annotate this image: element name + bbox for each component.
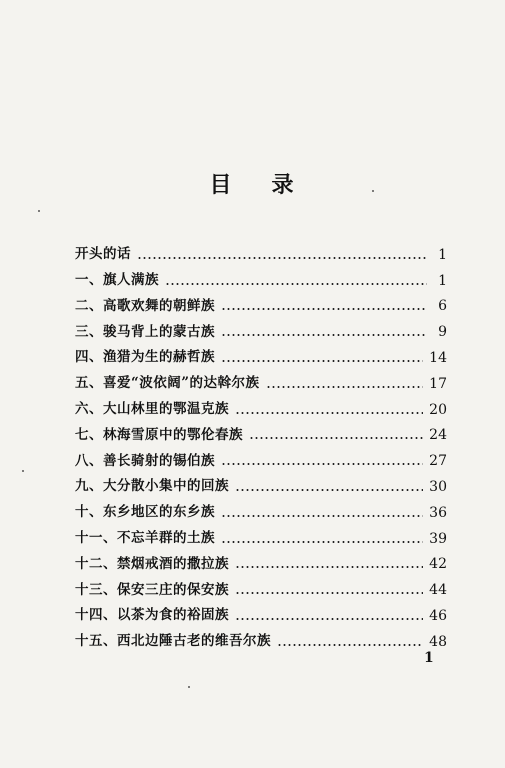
scan-speck bbox=[188, 686, 190, 688]
toc-entry bbox=[75, 417, 447, 443]
toc-entry-title: 二、高歌欢舞的朝鲜族 bbox=[75, 297, 215, 314]
dot-leader bbox=[277, 644, 423, 646]
dot-leader bbox=[249, 437, 423, 439]
toc-entry-page: 39 bbox=[429, 530, 447, 547]
dot-leader bbox=[221, 360, 423, 362]
toc-entry bbox=[75, 365, 447, 391]
page-title bbox=[0, 168, 505, 199]
toc-entry-title: 七、林海雪原中的鄂伦春族 bbox=[75, 426, 243, 443]
dot-leader bbox=[221, 541, 423, 543]
toc-entry-title: 五、喜爱“波依阔”的达斡尔族 bbox=[75, 375, 260, 392]
toc-entry bbox=[75, 262, 447, 288]
toc-entry-page: 48 bbox=[429, 633, 447, 650]
table-of-contents bbox=[75, 236, 447, 649]
toc-entry bbox=[75, 339, 447, 365]
toc-entry-title: 开头的话 bbox=[75, 246, 131, 263]
toc-entry bbox=[75, 313, 447, 339]
toc-entry-title: 八、善长骑射的锡伯族 bbox=[75, 452, 215, 469]
toc-entry-page: 44 bbox=[429, 582, 447, 599]
toc-entry bbox=[75, 236, 447, 262]
dot-leader bbox=[235, 592, 423, 594]
toc-entry-page: 27 bbox=[429, 453, 447, 470]
toc-entry bbox=[75, 391, 447, 417]
toc-entry-title: 一、旗人满族 bbox=[75, 272, 159, 289]
toc-entry bbox=[75, 288, 447, 314]
toc-entry-page: 36 bbox=[429, 504, 447, 521]
toc-entry-title: 十二、禁烟戒酒的撒拉族 bbox=[75, 555, 229, 572]
dot-leader bbox=[221, 308, 427, 310]
toc-entry-title: 六、大山林里的鄂温克族 bbox=[75, 401, 229, 418]
dot-leader bbox=[221, 334, 427, 336]
toc-entry bbox=[75, 442, 447, 468]
dot-leader bbox=[235, 489, 423, 491]
toc-entry-page: 1 bbox=[438, 272, 447, 289]
toc-entry bbox=[75, 571, 447, 597]
toc-entry bbox=[75, 546, 447, 572]
dot-leader bbox=[137, 257, 427, 259]
toc-entry-page: 24 bbox=[429, 427, 447, 444]
toc-entry-title: 十四、以茶为食的裕固族 bbox=[75, 607, 229, 624]
dot-leader bbox=[266, 386, 424, 388]
toc-entry-title: 四、渔猎为生的赫哲族 bbox=[75, 349, 215, 366]
toc-entry-page: 9 bbox=[438, 324, 447, 341]
toc-entry-title: 十一、不忘羊群的土族 bbox=[75, 530, 215, 547]
dot-leader bbox=[221, 463, 423, 465]
toc-entry-page: 17 bbox=[429, 375, 447, 392]
toc-entry bbox=[75, 520, 447, 546]
toc-entry-title: 九、大分散小集中的回族 bbox=[75, 478, 229, 495]
toc-entry-title: 十三、保安三庄的保安族 bbox=[75, 581, 229, 598]
scan-speck bbox=[372, 190, 374, 192]
toc-entry-page: 46 bbox=[429, 607, 447, 624]
toc-entry bbox=[75, 623, 447, 649]
dot-leader bbox=[235, 618, 423, 620]
toc-entry bbox=[75, 597, 447, 623]
dot-leader bbox=[235, 412, 423, 414]
title-char-right: 录 bbox=[271, 172, 296, 198]
dot-leader bbox=[235, 566, 423, 568]
toc-entry-title: 三、骏马背上的蒙古族 bbox=[75, 323, 215, 340]
page-number: 1 bbox=[424, 650, 434, 666]
scan-speck bbox=[38, 210, 40, 212]
scan-speck bbox=[22, 470, 24, 472]
toc-entry-title: 十五、西北边陲古老的维吾尔族 bbox=[75, 633, 271, 650]
dot-leader bbox=[221, 515, 423, 517]
toc-entry-page: 1 bbox=[438, 246, 447, 263]
toc-entry-page: 20 bbox=[429, 401, 447, 418]
toc-entry bbox=[75, 468, 447, 494]
toc-entry-page: 42 bbox=[429, 556, 447, 573]
toc-entry bbox=[75, 494, 447, 520]
dot-leader bbox=[165, 283, 427, 285]
toc-entry-page: 6 bbox=[438, 298, 447, 315]
toc-entry-page: 30 bbox=[429, 478, 447, 495]
toc-entry-page: 14 bbox=[429, 349, 447, 366]
toc-entry-title: 十、东乡地区的东乡族 bbox=[75, 504, 215, 521]
title-char-left: 目 bbox=[209, 172, 234, 198]
